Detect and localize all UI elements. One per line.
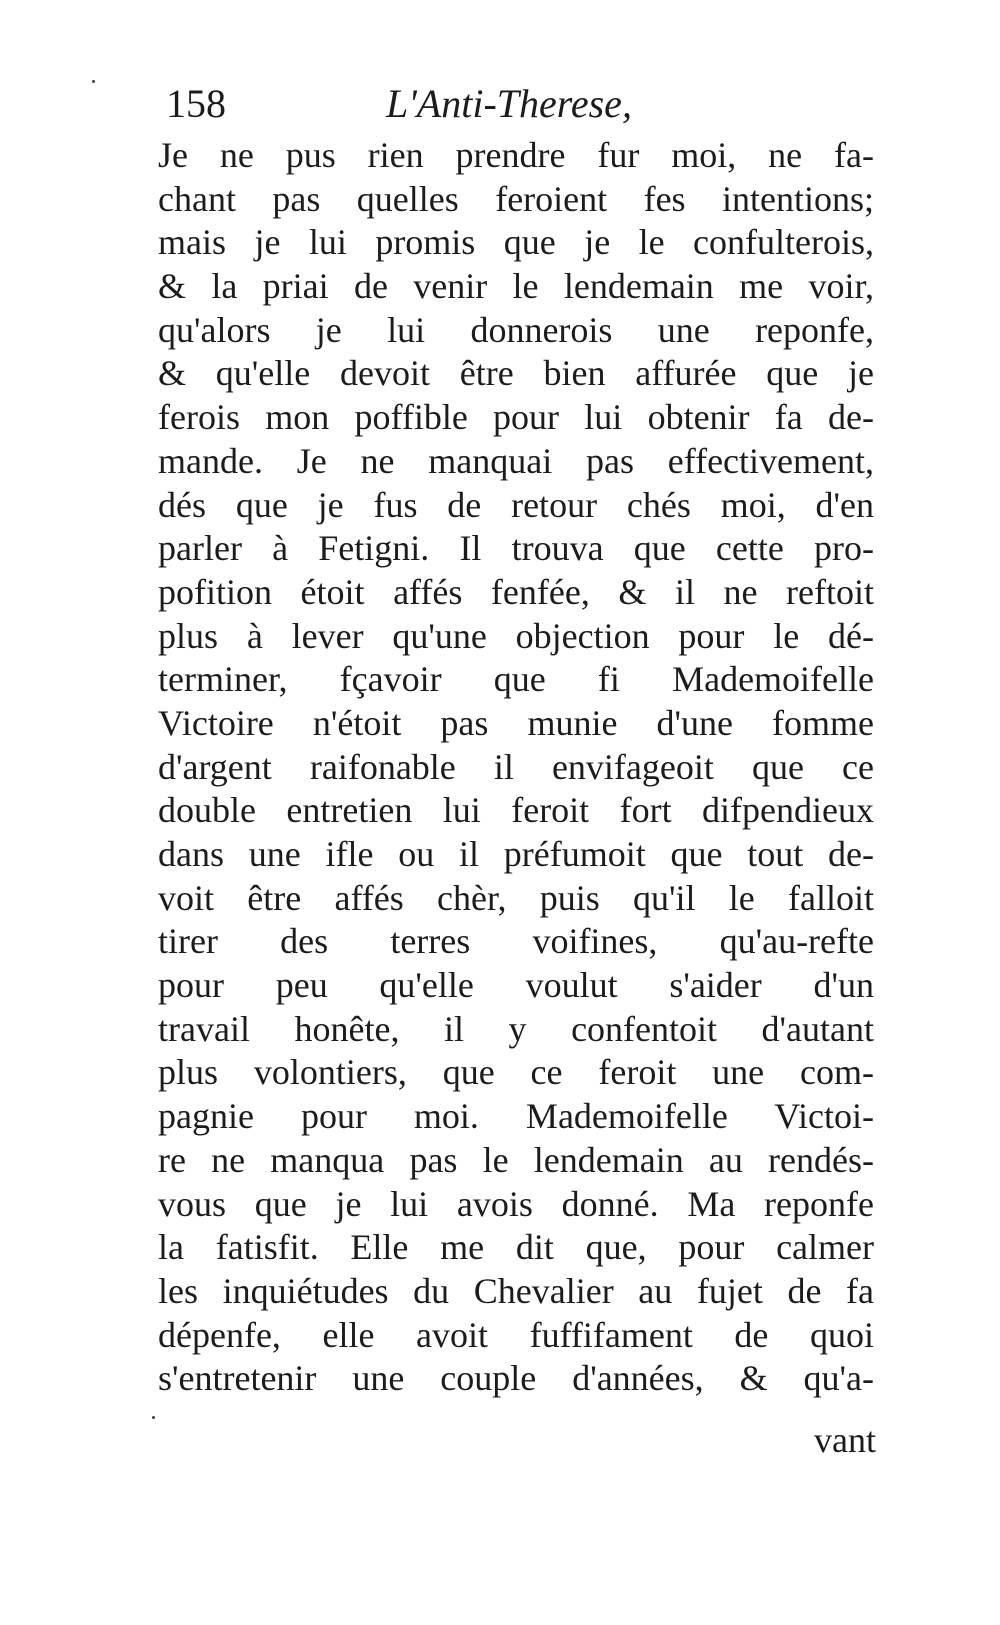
text-line: dépenfe, elle avoit fuffifament de quoi	[158, 1314, 874, 1355]
text-line: qu'alors je lui donnerois une reponfe,	[158, 309, 874, 350]
text-line: re ne manqua pas le lendemain au rendés-	[158, 1139, 874, 1180]
text-line: terminer, fçavoir que fi Mademoifelle	[158, 659, 874, 700]
text-line: voit être affés chèr, puis qu'il le falloit	[158, 877, 874, 918]
text-line: chant pas quelles feroient fes intentions;	[158, 178, 874, 219]
text-line: les inquiétudes du Chevalier au fujet de fa	[158, 1270, 874, 1311]
text-line: tirer des terres voifines, qu'au-refte	[158, 921, 874, 962]
text-line: travail honête, il y confentoit d'autant	[158, 1008, 874, 1049]
text-line: plus volontiers, que ce feroit une com-	[158, 1052, 874, 1093]
ink-speck	[92, 80, 95, 83]
running-head	[160, 74, 880, 134]
text-line: parler à Fetigni. Il trouva que cette pro-	[158, 528, 874, 569]
text-line: s'entretenir une couple d'années, & qu'a-	[158, 1358, 874, 1399]
body-text	[158, 134, 874, 1401]
text-line: d'argent raifonable il envifageoit que ce	[158, 746, 874, 787]
text-line: mande. Je ne manquai pas effectivement,	[158, 440, 874, 481]
text-line: Victoire n'étoit pas munie d'une fomme	[158, 702, 874, 743]
text-line: & la priai de venir le lendemain me voir,	[158, 266, 874, 307]
text-line: ferois mon poffible pour lui obtenir fa de-	[158, 397, 874, 438]
running-title: L'Anti-Therese,	[386, 81, 632, 126]
text-line: pagnie pour moi. Mademoifelle Victoi-	[158, 1096, 874, 1137]
text-line: pour peu qu'elle voulut s'aider d'un	[158, 965, 874, 1006]
text-line: double entretien lui feroit fort difpendieux	[158, 790, 874, 831]
ink-speck	[152, 1416, 155, 1419]
text-line: plus à lever qu'une objection pour le dé-	[158, 615, 874, 656]
text-line: pofition étoit affés fenfée, & il ne reftoit	[158, 571, 874, 612]
text-line: dés que je fus de retour chés moi, d'en	[158, 484, 874, 525]
text-line: la fatisfit. Elle me dit que, pour calmer	[158, 1227, 874, 1268]
page-number: 158	[166, 81, 226, 126]
text-line: vous que je lui avois donné. Ma reponfe	[158, 1183, 874, 1224]
text-line: dans une ifle ou il préfumoit que tout de-	[158, 834, 874, 874]
text-line: mais je lui promis que je le confulterois,	[158, 222, 874, 263]
catchword: vant	[814, 1420, 876, 1460]
text-line: Je ne pus rien prendre fur moi, ne fa-	[158, 135, 874, 175]
text-line: & qu'elle devoit être bien affurée que je	[158, 353, 874, 394]
